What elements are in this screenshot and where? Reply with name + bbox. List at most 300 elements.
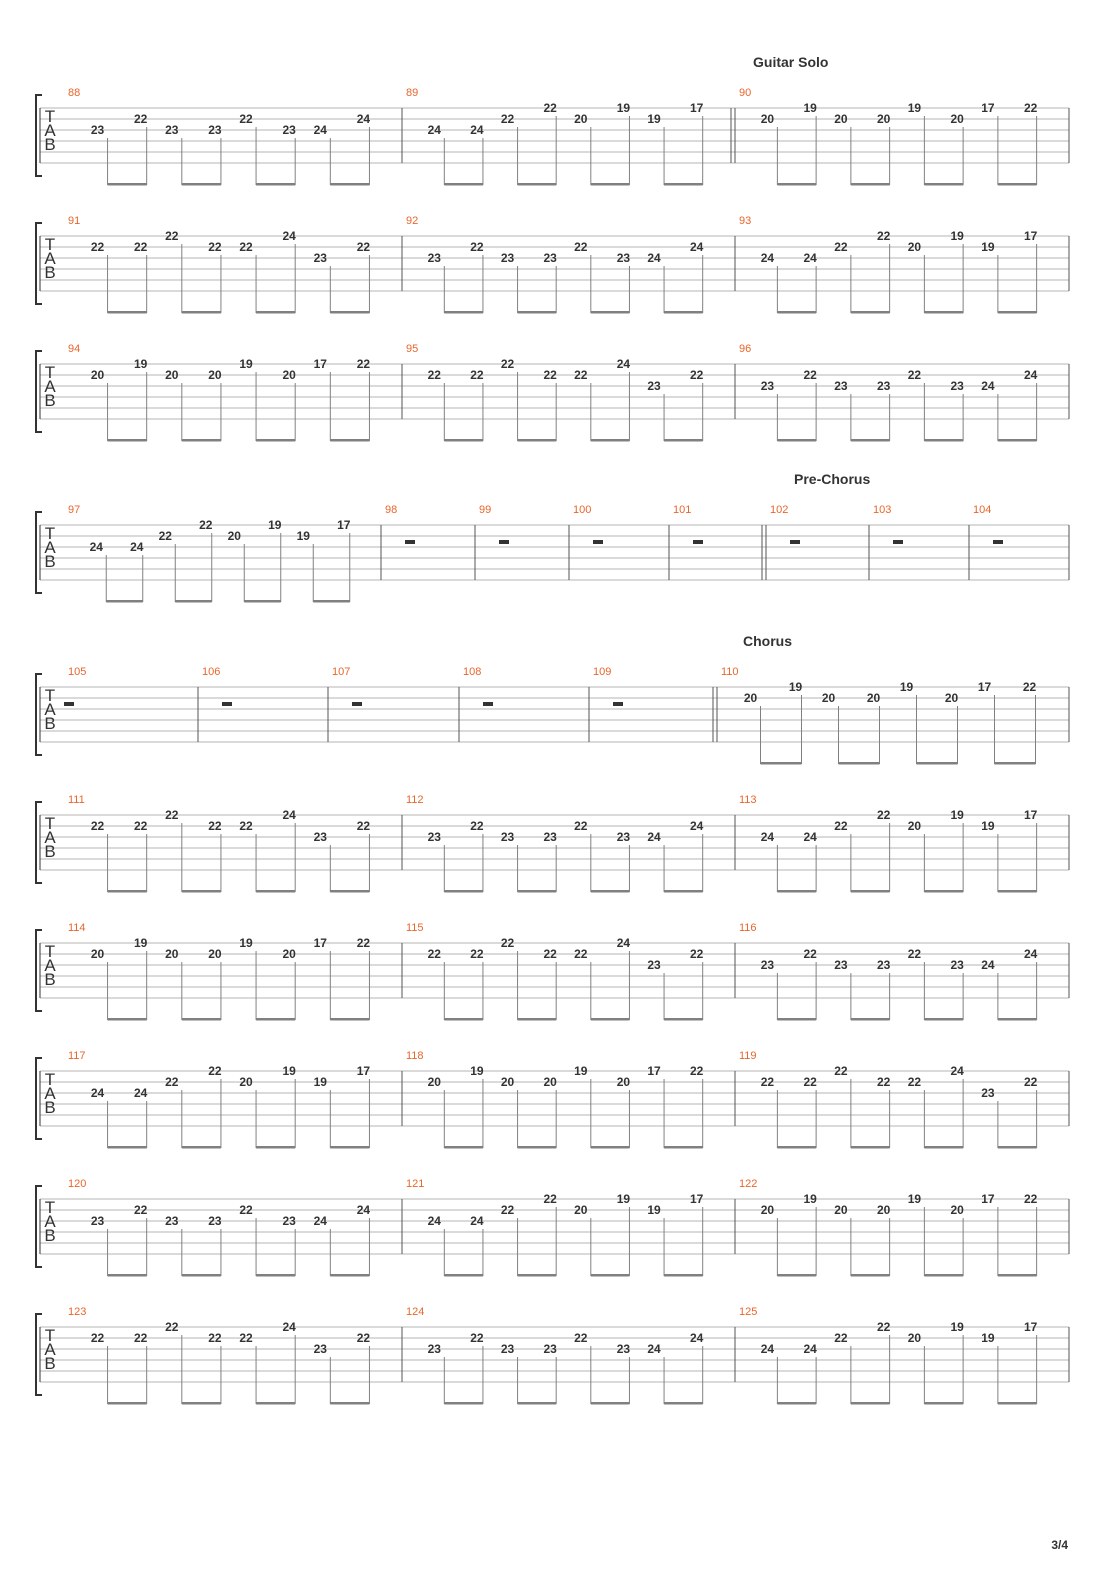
note-beam bbox=[664, 311, 703, 314]
fret-number: 24 bbox=[803, 251, 817, 265]
system-bracket bbox=[36, 1314, 42, 1395]
fret-number: 22 bbox=[760, 1075, 775, 1089]
fret-number: 19 bbox=[803, 101, 817, 115]
measure-number: 117 bbox=[68, 1050, 86, 1062]
system-bracket bbox=[36, 512, 42, 593]
fret-number: 22 bbox=[543, 947, 557, 961]
fret-number: 19 bbox=[134, 936, 148, 950]
fret-number: 22 bbox=[803, 1075, 817, 1089]
note-beam bbox=[851, 1146, 890, 1149]
fret-number: 22 bbox=[876, 1075, 891, 1089]
note-beam bbox=[330, 1274, 369, 1277]
fret-number: 23 bbox=[834, 379, 848, 393]
fret-number: 22 bbox=[356, 936, 371, 950]
fret-number: 20 bbox=[760, 1203, 775, 1217]
whole-rest bbox=[790, 540, 800, 544]
fret-number: 22 bbox=[134, 1203, 148, 1217]
tab-clef-letter: A bbox=[44, 249, 56, 268]
fret-number: 19 bbox=[616, 101, 631, 115]
fret-number: 23 bbox=[760, 958, 775, 972]
fret-number: 20 bbox=[227, 529, 241, 543]
tab-clef-letter: B bbox=[44, 391, 56, 410]
note-beam bbox=[182, 439, 221, 442]
tab-clef-letter: A bbox=[44, 1212, 56, 1231]
fret-number: 22 bbox=[134, 240, 148, 254]
fret-number: 22 bbox=[690, 947, 704, 961]
fret-number: 22 bbox=[876, 1320, 891, 1334]
fret-number: 22 bbox=[500, 1203, 515, 1217]
measure-number: 91 bbox=[68, 215, 81, 227]
fret-number: 23 bbox=[543, 1342, 557, 1356]
whole-rest bbox=[499, 540, 509, 544]
measure-number: 107 bbox=[332, 666, 351, 678]
note-beam bbox=[182, 890, 221, 893]
fret-number: 22 bbox=[470, 240, 484, 254]
tab-system bbox=[0, 790, 1110, 910]
note-beam bbox=[777, 183, 816, 186]
fret-number: 22 bbox=[907, 947, 922, 961]
fret-number: 20 bbox=[950, 1203, 964, 1217]
fret-number: 24 bbox=[760, 830, 775, 844]
fret-number: 23 bbox=[616, 1342, 631, 1356]
note-beam bbox=[444, 1018, 483, 1021]
note-beam bbox=[175, 600, 212, 603]
fret-number: 23 bbox=[313, 251, 327, 265]
fret-number: 22 bbox=[165, 808, 179, 822]
fret-number: 20 bbox=[876, 112, 891, 126]
note-beam bbox=[761, 762, 802, 765]
note-beam bbox=[108, 1402, 147, 1405]
fret-number: 22 bbox=[834, 1064, 848, 1078]
fret-number: 22 bbox=[834, 819, 848, 833]
fret-number: 24 bbox=[89, 540, 103, 554]
fret-number: 22 bbox=[803, 368, 817, 382]
fret-number: 24 bbox=[950, 1064, 964, 1078]
fret-number: 22 bbox=[803, 947, 817, 961]
fret-number: 20 bbox=[574, 112, 588, 126]
note-beam bbox=[851, 311, 890, 314]
fret-number: 22 bbox=[876, 808, 891, 822]
tab-clef-letter: T bbox=[44, 814, 56, 833]
fret-number: 20 bbox=[427, 1075, 441, 1089]
fret-number: 22 bbox=[239, 1203, 253, 1217]
measure-number: 121 bbox=[406, 1178, 425, 1190]
note-beam bbox=[330, 1018, 369, 1021]
note-beam bbox=[518, 1274, 557, 1277]
fret-number: 24 bbox=[1023, 947, 1038, 961]
fret-number: 22 bbox=[574, 947, 588, 961]
fret-number: 19 bbox=[907, 101, 922, 115]
fret-number: 20 bbox=[282, 368, 296, 382]
fret-number: 23 bbox=[500, 251, 515, 265]
note-beam bbox=[106, 600, 143, 603]
fret-number: 17 bbox=[647, 1064, 661, 1078]
fret-number: 20 bbox=[543, 1075, 557, 1089]
note-beam bbox=[664, 1146, 703, 1149]
note-beam bbox=[777, 311, 816, 314]
fret-number: 24 bbox=[356, 1203, 371, 1217]
fret-number: 23 bbox=[282, 123, 296, 137]
fret-number: 24 bbox=[981, 958, 995, 972]
fret-number: 19 bbox=[282, 1064, 296, 1078]
note-beam bbox=[444, 311, 483, 314]
fret-number: 23 bbox=[90, 1214, 105, 1228]
fret-number: 19 bbox=[981, 240, 995, 254]
fret-number: 22 bbox=[356, 1331, 371, 1345]
fret-number: 23 bbox=[876, 379, 891, 393]
measure-number: 116 bbox=[739, 922, 757, 934]
fret-number: 22 bbox=[158, 529, 172, 543]
tab-clef-letter: A bbox=[44, 1340, 56, 1359]
fret-number: 24 bbox=[313, 123, 327, 137]
note-beam bbox=[995, 762, 1036, 765]
fret-number: 17 bbox=[690, 1192, 704, 1206]
fret-number: 23 bbox=[950, 379, 964, 393]
note-beam bbox=[182, 311, 221, 314]
fret-number: 22 bbox=[574, 819, 588, 833]
whole-rest bbox=[693, 540, 703, 544]
tab-clef-letter: B bbox=[44, 970, 56, 989]
tab-system bbox=[0, 1174, 1110, 1294]
fret-number: 19 bbox=[268, 518, 282, 532]
measure-number: 99 bbox=[479, 504, 492, 516]
fret-number: 20 bbox=[866, 691, 881, 705]
note-beam bbox=[591, 1018, 630, 1021]
fret-number: 22 bbox=[90, 819, 105, 833]
system-bracket bbox=[36, 223, 42, 304]
fret-number: 17 bbox=[313, 357, 327, 371]
fret-number: 23 bbox=[834, 958, 848, 972]
system-bracket bbox=[36, 802, 42, 883]
tab-clef-letter: B bbox=[44, 552, 56, 571]
tab-clef-letter: B bbox=[44, 263, 56, 282]
fret-number: 24 bbox=[130, 540, 144, 554]
measure-number: 110 bbox=[721, 666, 739, 678]
fret-number: 23 bbox=[208, 123, 222, 137]
measure-number: 118 bbox=[406, 1050, 424, 1062]
fret-number: 24 bbox=[427, 1214, 441, 1228]
note-beam bbox=[777, 1402, 816, 1405]
fret-number: 20 bbox=[616, 1075, 631, 1089]
whole-rest bbox=[64, 702, 74, 706]
fret-number: 22 bbox=[543, 101, 557, 115]
fret-number: 19 bbox=[950, 1320, 964, 1334]
note-beam bbox=[256, 1402, 295, 1405]
tab-clef-letter: A bbox=[44, 538, 56, 557]
note-beam bbox=[518, 890, 557, 893]
note-beam bbox=[444, 1146, 483, 1149]
fret-number: 22 bbox=[1023, 101, 1038, 115]
fret-number: 24 bbox=[282, 229, 296, 243]
fret-number: 22 bbox=[1023, 1192, 1038, 1206]
fret-number: 20 bbox=[907, 1331, 922, 1345]
fret-number: 19 bbox=[950, 808, 964, 822]
note-beam bbox=[591, 890, 630, 893]
note-beam bbox=[998, 890, 1037, 893]
section-title: Pre-Chorus bbox=[794, 471, 871, 487]
tab-system bbox=[0, 1302, 1110, 1422]
fret-number: 22 bbox=[165, 1075, 179, 1089]
fret-number: 20 bbox=[208, 368, 222, 382]
fret-number: 22 bbox=[165, 229, 179, 243]
fret-number: 19 bbox=[647, 1203, 661, 1217]
fret-number: 23 bbox=[616, 251, 631, 265]
note-beam bbox=[108, 890, 147, 893]
fret-number: 24 bbox=[356, 112, 371, 126]
whole-rest bbox=[613, 702, 623, 706]
tab-clef-letter: B bbox=[44, 1354, 56, 1373]
fret-number: 24 bbox=[282, 808, 296, 822]
measure-number: 101 bbox=[673, 504, 692, 516]
note-beam bbox=[998, 1146, 1037, 1149]
note-beam bbox=[664, 1274, 703, 1277]
page-number: 3/4 bbox=[1051, 1538, 1068, 1552]
note-beam bbox=[256, 1018, 295, 1021]
fret-number: 22 bbox=[239, 112, 253, 126]
fret-number: 22 bbox=[470, 819, 484, 833]
fret-number: 23 bbox=[543, 830, 557, 844]
measure-number: 120 bbox=[68, 1178, 87, 1190]
system-bracket bbox=[36, 95, 42, 176]
note-beam bbox=[444, 890, 483, 893]
fret-number: 22 bbox=[427, 368, 441, 382]
note-beam bbox=[108, 183, 147, 186]
fret-number: 24 bbox=[981, 379, 995, 393]
fret-number: 22 bbox=[239, 1331, 253, 1345]
fret-number: 24 bbox=[803, 830, 817, 844]
tab-system bbox=[0, 918, 1110, 1038]
note-beam bbox=[591, 1146, 630, 1149]
fret-number: 23 bbox=[981, 1086, 995, 1100]
fret-number: 23 bbox=[647, 958, 661, 972]
measure-number: 114 bbox=[68, 922, 86, 934]
measure-number: 97 bbox=[68, 504, 81, 516]
fret-number: 22 bbox=[208, 1064, 222, 1078]
fret-number: 19 bbox=[574, 1064, 588, 1078]
fret-number: 20 bbox=[500, 1075, 515, 1089]
fret-number: 23 bbox=[427, 251, 441, 265]
fret-number: 24 bbox=[313, 1214, 327, 1228]
fret-number: 20 bbox=[834, 112, 848, 126]
note-beam bbox=[108, 311, 147, 314]
tab-clef-letter: B bbox=[44, 135, 56, 154]
note-beam bbox=[518, 1402, 557, 1405]
note-beam bbox=[851, 183, 890, 186]
system-bracket bbox=[36, 1186, 42, 1267]
fret-number: 17 bbox=[1023, 808, 1038, 822]
fret-number: 20 bbox=[950, 112, 964, 126]
system-bracket bbox=[36, 1058, 42, 1139]
fret-number: 22 bbox=[500, 112, 515, 126]
note-beam bbox=[924, 439, 963, 442]
tab-clef-letter: A bbox=[44, 121, 56, 140]
note-beam bbox=[256, 439, 295, 442]
tab-clef-letter: T bbox=[44, 363, 56, 382]
note-beam bbox=[330, 183, 369, 186]
fret-number: 22 bbox=[356, 357, 371, 371]
fret-number: 17 bbox=[356, 1064, 371, 1078]
system-bracket bbox=[36, 674, 42, 755]
note-beam bbox=[444, 183, 483, 186]
note-beam bbox=[591, 1274, 630, 1277]
fret-number: 23 bbox=[313, 1342, 327, 1356]
fret-number: 22 bbox=[208, 240, 222, 254]
tab-clef-letter: T bbox=[44, 1198, 56, 1217]
note-beam bbox=[256, 1274, 295, 1277]
note-beam bbox=[917, 762, 958, 765]
fret-number: 17 bbox=[977, 680, 992, 694]
fret-number: 19 bbox=[616, 1192, 631, 1206]
tab-clef-letter: B bbox=[44, 1098, 56, 1117]
note-beam bbox=[924, 1274, 963, 1277]
measure-number: 103 bbox=[873, 504, 892, 516]
fret-number: 23 bbox=[647, 379, 661, 393]
fret-number: 24 bbox=[427, 123, 441, 137]
measure-number: 123 bbox=[68, 1306, 87, 1318]
whole-rest bbox=[593, 540, 603, 544]
fret-number: 19 bbox=[981, 819, 995, 833]
measure-number: 98 bbox=[385, 504, 398, 516]
note-beam bbox=[924, 1402, 963, 1405]
system-bracket bbox=[36, 351, 42, 432]
tab-system bbox=[0, 83, 1110, 203]
tab-clef-letter: T bbox=[44, 1070, 56, 1089]
note-beam bbox=[664, 890, 703, 893]
whole-rest bbox=[893, 540, 903, 544]
tab-clef-letter: A bbox=[44, 1084, 56, 1103]
fret-number: 22 bbox=[427, 947, 441, 961]
fret-number: 24 bbox=[647, 1342, 661, 1356]
measure-number: 96 bbox=[739, 343, 752, 355]
note-beam bbox=[851, 439, 890, 442]
section-title: Chorus bbox=[743, 633, 792, 649]
fret-number: 17 bbox=[1023, 1320, 1038, 1334]
fret-number: 24 bbox=[1023, 368, 1038, 382]
note-beam bbox=[256, 890, 295, 893]
measure-number: 124 bbox=[406, 1306, 425, 1318]
note-beam bbox=[182, 1274, 221, 1277]
fret-number: 23 bbox=[282, 1214, 296, 1228]
note-beam bbox=[330, 890, 369, 893]
fret-number: 17 bbox=[1023, 229, 1038, 243]
note-beam bbox=[256, 311, 295, 314]
fret-number: 23 bbox=[876, 958, 891, 972]
note-beam bbox=[444, 1402, 483, 1405]
tab-clef-letter: A bbox=[44, 700, 56, 719]
fret-number: 22 bbox=[165, 1320, 179, 1334]
fret-number: 22 bbox=[356, 240, 371, 254]
note-beam bbox=[313, 600, 350, 603]
tab-clef-letter: A bbox=[44, 956, 56, 975]
note-beam bbox=[777, 1018, 816, 1021]
fret-number: 19 bbox=[907, 1192, 922, 1206]
note-beam bbox=[108, 1018, 147, 1021]
measure-number: 119 bbox=[739, 1050, 757, 1062]
fret-number: 22 bbox=[500, 357, 515, 371]
note-beam bbox=[330, 1146, 369, 1149]
section-title: Guitar Solo bbox=[753, 54, 829, 70]
fret-number: 23 bbox=[950, 958, 964, 972]
fret-number: 22 bbox=[834, 1331, 848, 1345]
fret-number: 24 bbox=[803, 1342, 817, 1356]
fret-number: 23 bbox=[616, 830, 631, 844]
measure-number: 122 bbox=[739, 1178, 758, 1190]
fret-number: 22 bbox=[356, 819, 371, 833]
fret-number: 22 bbox=[690, 1064, 704, 1078]
note-beam bbox=[839, 762, 880, 765]
note-beam bbox=[108, 1146, 147, 1149]
fret-number: 23 bbox=[500, 1342, 515, 1356]
measure-number: 92 bbox=[406, 215, 419, 227]
fret-number: 19 bbox=[788, 680, 803, 694]
note-beam bbox=[330, 439, 369, 442]
measure-number: 89 bbox=[406, 87, 419, 99]
note-beam bbox=[777, 890, 816, 893]
note-beam bbox=[664, 1402, 703, 1405]
note-beam bbox=[777, 439, 816, 442]
measure-number: 108 bbox=[463, 666, 482, 678]
note-beam bbox=[924, 1146, 963, 1149]
note-beam bbox=[777, 1274, 816, 1277]
fret-number: 23 bbox=[760, 379, 775, 393]
tab-clef-letter: T bbox=[44, 1326, 56, 1345]
fret-number: 24 bbox=[616, 936, 631, 950]
note-beam bbox=[924, 1018, 963, 1021]
note-beam bbox=[924, 311, 963, 314]
fret-number: 19 bbox=[239, 357, 253, 371]
note-beam bbox=[851, 1018, 890, 1021]
fret-number: 22 bbox=[199, 518, 213, 532]
measure-number: 105 bbox=[68, 666, 87, 678]
fret-number: 23 bbox=[543, 251, 557, 265]
fret-number: 20 bbox=[907, 819, 922, 833]
fret-number: 19 bbox=[803, 1192, 817, 1206]
note-beam bbox=[591, 183, 630, 186]
note-beam bbox=[998, 439, 1037, 442]
fret-number: 19 bbox=[647, 112, 661, 126]
fret-number: 22 bbox=[470, 1331, 484, 1345]
note-beam bbox=[851, 890, 890, 893]
tab-clef-letter: T bbox=[44, 107, 56, 126]
tab-clef-letter: T bbox=[44, 524, 56, 543]
fret-number: 23 bbox=[165, 123, 179, 137]
measure-number: 94 bbox=[68, 343, 81, 355]
fret-number: 24 bbox=[282, 1320, 296, 1334]
fret-number: 20 bbox=[165, 368, 179, 382]
note-beam bbox=[518, 1146, 557, 1149]
fret-number: 20 bbox=[760, 112, 775, 126]
fret-number: 24 bbox=[690, 240, 704, 254]
note-beam bbox=[998, 1018, 1037, 1021]
note-beam bbox=[256, 183, 295, 186]
measure-number: 111 bbox=[68, 794, 85, 806]
fret-number: 22 bbox=[1022, 680, 1037, 694]
whole-rest bbox=[993, 540, 1003, 544]
fret-number: 22 bbox=[907, 368, 922, 382]
note-beam bbox=[777, 1146, 816, 1149]
fret-number: 22 bbox=[574, 1331, 588, 1345]
fret-number: 20 bbox=[834, 1203, 848, 1217]
fret-number: 23 bbox=[427, 1342, 441, 1356]
note-beam bbox=[330, 1402, 369, 1405]
fret-number: 22 bbox=[470, 368, 484, 382]
fret-number: 23 bbox=[90, 123, 105, 137]
fret-number: 23 bbox=[313, 830, 327, 844]
fret-number: 22 bbox=[90, 1331, 105, 1345]
system-bracket bbox=[36, 930, 42, 1011]
note-beam bbox=[998, 1274, 1037, 1277]
fret-number: 24 bbox=[647, 830, 661, 844]
